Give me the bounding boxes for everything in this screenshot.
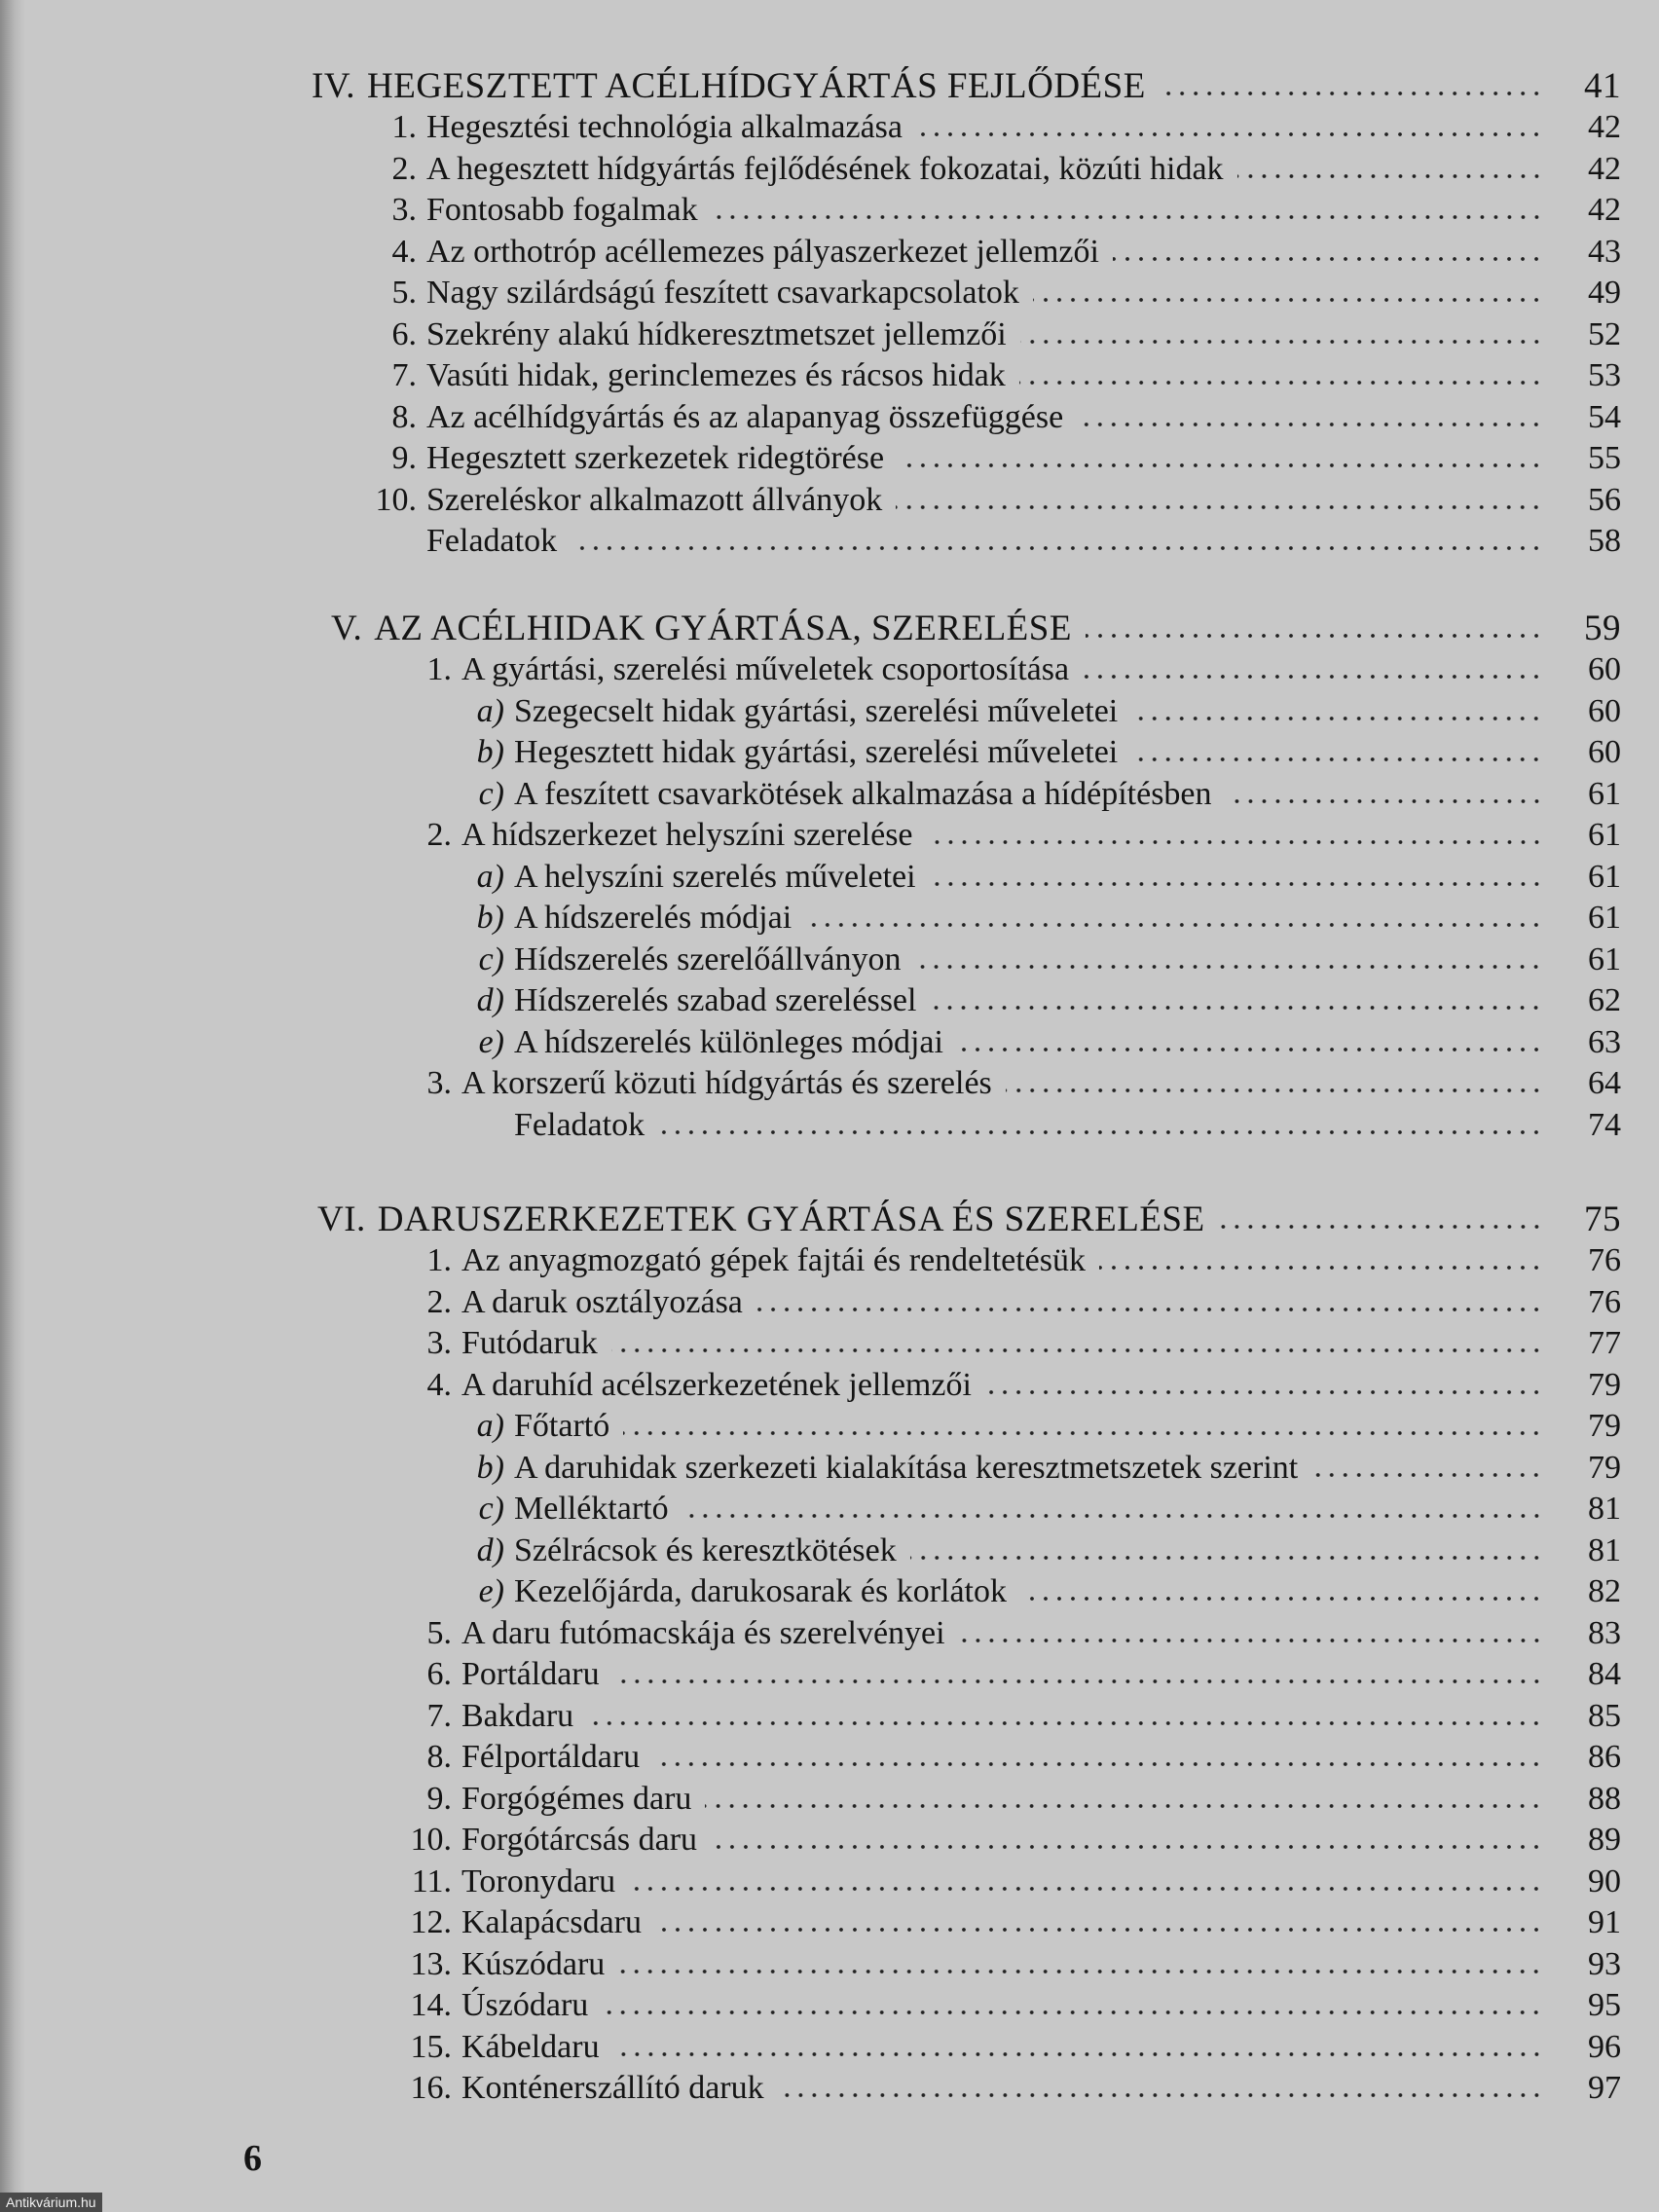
toc-entry — [382, 1820, 1621, 1861]
entry-page: 83 — [1588, 1614, 1621, 1651]
chapter-label — [312, 66, 1146, 107]
entry-title: Portáldaru — [461, 1656, 600, 1692]
entry-page: 60 — [1588, 734, 1621, 770]
dot-leader — [613, 2051, 1543, 2057]
entry-title: A daru futómacskája és szerelvényei — [461, 1614, 945, 1651]
toc-entry — [382, 1613, 1621, 1654]
entry-number: 6. — [426, 1656, 452, 1692]
entry-page: 61 — [1588, 817, 1621, 853]
entry-page: 91 — [1588, 1904, 1621, 1940]
entry-label — [382, 1323, 598, 1364]
entry-label — [382, 1489, 669, 1530]
chapter-heading — [331, 608, 1621, 649]
entry-title: A daruhidak szerkezeti kialakítása keresztmetszetek szerint — [514, 1449, 1299, 1486]
entry-title: Kalapácsdaru — [461, 1904, 643, 1940]
entry-number — [382, 857, 452, 898]
entry-label — [382, 1105, 645, 1146]
toc-subentry — [382, 691, 1621, 732]
dot-leader — [910, 1555, 1543, 1561]
entry-number: 14. — [410, 1987, 452, 2023]
chapter-label — [331, 608, 1072, 649]
toc-subentry — [382, 774, 1621, 815]
entry-number: 8. — [426, 1739, 452, 1775]
entry-number — [382, 1448, 452, 1489]
entry-page: 58 — [1588, 523, 1621, 559]
toc-entry — [382, 1240, 1621, 1281]
entry-number — [382, 1406, 452, 1447]
entry-page: 81 — [1588, 1491, 1621, 1527]
dot-leader — [959, 1638, 1543, 1643]
entry-number — [382, 774, 452, 815]
entry-letter: c) — [478, 1491, 504, 1527]
dot-leader — [957, 1047, 1543, 1052]
entry-page: 63 — [1588, 1023, 1621, 1060]
entry-number: 4. — [391, 233, 417, 270]
entry-label — [382, 1530, 897, 1571]
entry-letter: a) — [476, 692, 504, 729]
dot-leader — [571, 545, 1543, 551]
dot-leader — [985, 1389, 1543, 1395]
dot-leader — [898, 462, 1543, 468]
dot-leader — [1219, 1224, 1543, 1230]
toc-entry — [382, 815, 1621, 856]
entry-number — [382, 1530, 452, 1571]
entry-title: A helyszíni szerelés műveletei — [514, 858, 916, 895]
toc-subentry — [382, 898, 1621, 939]
entry-title: Nagy szilárdságú feszített csavarkapcsolatok — [426, 275, 1019, 311]
entry-title: Szekrény alakú hídkeresztmetszet jellemzői — [426, 315, 1007, 352]
dot-leader — [930, 881, 1543, 887]
entry-number: 1. — [426, 1242, 452, 1278]
entry-page: 60 — [1588, 692, 1621, 729]
entry-label — [347, 480, 882, 521]
entry-label — [382, 898, 792, 939]
dot-leader — [602, 2009, 1543, 2015]
chapter-page: 59 — [1584, 608, 1621, 648]
entry-number: 3. — [426, 1065, 452, 1101]
chapter-page: 75 — [1584, 1199, 1621, 1239]
entry-number: 2. — [391, 150, 417, 187]
entry-title: Az acélhídgyártás és az alapanyag összefüggése — [426, 398, 1064, 435]
entry-label — [382, 1063, 992, 1104]
entry-page: 90 — [1588, 1862, 1621, 1899]
toc-entry — [347, 355, 1621, 396]
entry-page: 82 — [1588, 1573, 1621, 1609]
entry-letter: d) — [476, 982, 504, 1018]
entry-title: A hegesztett hídgyártás fejlődésének fokozatai, közúti hidak — [426, 150, 1224, 187]
toc-entry — [382, 1323, 1621, 1364]
toc-entry — [382, 1737, 1621, 1778]
entry-title: Hegesztési technológia alkalmazása — [426, 109, 903, 145]
entry-label — [382, 980, 916, 1021]
entry-label — [382, 1737, 640, 1778]
toc-subentry — [382, 1530, 1621, 1571]
entry-title: A daruhíd acélszerkezetének jellemzői — [461, 1366, 972, 1403]
toc-subentry — [382, 980, 1621, 1021]
entry-title: Főtartó — [514, 1408, 610, 1444]
dot-leader — [930, 1005, 1543, 1011]
entry-page: 54 — [1588, 398, 1621, 435]
entry-page: 74 — [1588, 1106, 1621, 1143]
entry-page: 42 — [1588, 192, 1621, 228]
entry-title: Bakdaru — [461, 1697, 574, 1734]
toc-entry — [382, 1654, 1621, 1695]
entry-page: 77 — [1588, 1325, 1621, 1361]
toc-entry — [347, 397, 1621, 438]
chapter-number: VI. — [317, 1199, 366, 1239]
entry-title: Félportáldaru — [461, 1739, 641, 1775]
entry-label — [382, 2027, 600, 2068]
dot-leader — [1099, 1265, 1543, 1271]
chapter-title: DARUSZERKEZETEK GYÁRTÁSA ÉS SZERELÉSE — [377, 1199, 1205, 1239]
entry-number — [382, 898, 452, 939]
toc-subentry — [382, 1571, 1621, 1612]
toc-entry — [382, 649, 1621, 690]
entry-title: Forgógémes daru — [461, 1780, 692, 1817]
entry-number: 1. — [391, 109, 417, 145]
toc-entry — [382, 1985, 1621, 2026]
entry-title: Forgótárcsás daru — [461, 1822, 698, 1858]
entry-title: Hegesztett hidak gyártási, szerelési műveletei — [514, 734, 1119, 770]
entry-number: 11. — [411, 1862, 452, 1899]
entry-label — [347, 107, 903, 148]
chapter-title: HEGESZTETT ACÉLHÍDGYÁRTÁS FEJLŐDÉSE — [367, 66, 1146, 106]
toc-subentry — [382, 732, 1621, 773]
toc-entry — [382, 1862, 1621, 1902]
toc-subentry — [382, 940, 1621, 980]
dot-leader — [1131, 756, 1543, 762]
entry-page: 60 — [1588, 651, 1621, 687]
dot-leader — [611, 1347, 1543, 1353]
entry-label — [382, 1571, 1007, 1612]
entry-title: Úszódaru — [461, 1987, 589, 2023]
dot-leader — [896, 504, 1543, 510]
entry-number — [382, 1489, 452, 1530]
entry-label — [382, 691, 1118, 732]
entry-number: 5. — [391, 275, 417, 311]
toc-entry — [382, 1063, 1621, 1104]
toc-entry — [347, 438, 1621, 479]
entry-number: 4. — [426, 1366, 452, 1403]
toc-entry — [382, 2027, 1621, 2068]
dot-leader — [1131, 716, 1543, 721]
entry-page: 95 — [1588, 1987, 1621, 2023]
entry-title: Feladatok — [426, 523, 558, 559]
entry-title: Szereléskor alkalmazott állványok — [426, 481, 883, 518]
entry-label — [382, 1282, 743, 1323]
dot-leader — [1311, 1472, 1543, 1478]
entry-number: 2. — [426, 817, 452, 853]
dot-leader — [1160, 91, 1543, 96]
dot-leader — [778, 2092, 1543, 2098]
dot-leader — [1020, 1596, 1543, 1602]
entry-label — [382, 1022, 943, 1063]
dot-leader — [1006, 1088, 1543, 1093]
entry-letter: e) — [478, 1023, 504, 1060]
toc-subentry — [382, 1022, 1621, 1063]
toc-entry — [382, 1105, 1621, 1146]
toc-entry — [382, 1944, 1621, 1985]
entry-title: A hídszerelés módjai — [514, 900, 793, 936]
entry-page: 89 — [1588, 1822, 1621, 1858]
entry-label — [382, 732, 1118, 773]
entry-label — [347, 232, 1099, 273]
entry-title: Vasúti hidak, gerinclemezes és rácsos hidak — [426, 357, 1006, 393]
dot-leader — [927, 839, 1543, 845]
entry-number — [382, 691, 452, 732]
entry-label — [347, 438, 884, 479]
entry-letter: c) — [478, 940, 504, 977]
entry-number — [382, 732, 452, 773]
toc-entry — [382, 1779, 1621, 1820]
dot-leader — [1077, 422, 1543, 427]
dot-leader — [1020, 339, 1543, 345]
entry-label — [347, 273, 1019, 313]
entry-number: 9. — [391, 440, 417, 476]
entry-number: 1. — [426, 651, 452, 687]
dot-leader — [1086, 633, 1543, 639]
entry-page: 81 — [1588, 1531, 1621, 1568]
entry-label — [382, 1365, 972, 1406]
entry-label — [382, 1696, 573, 1737]
page-number: 6 — [243, 2138, 262, 2179]
entry-title: Futódaruk — [461, 1325, 598, 1361]
entry-number: 10. — [410, 1822, 452, 1858]
dot-leader — [1033, 297, 1543, 303]
entry-title: A gyártási, szerelési műveletek csoportosítása — [461, 651, 1070, 687]
entry-label — [347, 149, 1224, 190]
entry-label — [382, 1820, 697, 1861]
dot-leader — [613, 1678, 1543, 1684]
entry-title: A hídszerkezet helyszíni szerelése — [461, 817, 913, 853]
entry-title: Kezelőjárda, darukosarak és korlátok — [514, 1573, 1007, 1609]
dot-leader — [711, 1844, 1543, 1850]
toc-entry — [347, 107, 1621, 148]
dot-leader — [1083, 674, 1543, 680]
entry-label — [382, 1240, 1086, 1281]
entry-page: 88 — [1588, 1780, 1621, 1817]
entry-label — [382, 1448, 1298, 1489]
entry-number: 8. — [391, 398, 417, 435]
entry-page: 42 — [1588, 109, 1621, 145]
entry-number: 7. — [391, 357, 417, 393]
entry-page: 42 — [1588, 150, 1621, 187]
entry-letter: a) — [476, 858, 504, 895]
entry-page: 62 — [1588, 982, 1621, 1018]
entry-number — [382, 1571, 452, 1612]
entry-page: 61 — [1588, 900, 1621, 936]
entry-page: 76 — [1588, 1283, 1621, 1320]
toc-entry — [347, 521, 1621, 562]
dot-leader — [756, 1307, 1543, 1312]
entry-title: Kúszódaru — [461, 1945, 606, 1982]
entry-number: 7. — [426, 1697, 452, 1734]
entry-number: 3. — [426, 1325, 452, 1361]
entry-title: A feszített csavarkötések alkalmazása a hídépítésben — [514, 775, 1212, 812]
page-edge-shadow — [0, 0, 25, 2212]
dot-leader — [805, 922, 1543, 928]
entry-label — [382, 1406, 609, 1447]
dot-leader — [1019, 380, 1543, 386]
entry-letter: d) — [476, 1531, 504, 1568]
toc-entry — [347, 273, 1621, 313]
entry-title: Szélrácsok és keresztkötések — [514, 1531, 897, 1568]
entry-number: 10. — [375, 481, 417, 518]
toc-entry — [347, 314, 1621, 355]
entry-label — [382, 1779, 691, 1820]
entry-letter: c) — [478, 775, 504, 812]
entry-label — [347, 314, 1007, 355]
toc-entry — [382, 2068, 1621, 2109]
dot-leader — [653, 1761, 1543, 1767]
entry-number: 2. — [426, 1283, 452, 1320]
entry-title: Hegesztett szerkezetek ridegtörése — [426, 440, 885, 476]
dot-leader — [655, 1927, 1543, 1933]
entry-page: 61 — [1588, 940, 1621, 977]
toc-entry — [347, 190, 1621, 231]
entry-label — [382, 649, 1069, 690]
entry-title: Szegecselt hidak gyártási, szerelési műveletei — [514, 692, 1119, 729]
entry-title: Feladatok — [514, 1106, 645, 1143]
chapter-number: IV. — [312, 66, 356, 106]
toc-entry — [347, 232, 1621, 273]
entry-title: Toronydaru — [461, 1862, 616, 1899]
toc-entry — [382, 1902, 1621, 1943]
entry-page: 85 — [1588, 1697, 1621, 1734]
entry-label — [382, 1902, 642, 1943]
entry-label — [382, 815, 913, 856]
chapter-title: AZ ACÉLHIDAK GYÁRTÁSA, SZERELÉSE — [374, 608, 1072, 648]
entry-label — [382, 1944, 605, 1985]
entry-letter: e) — [478, 1573, 504, 1609]
entry-number: 9. — [426, 1780, 452, 1817]
entry-title: A hídszerelés különleges módjai — [514, 1023, 943, 1060]
dot-leader — [1237, 173, 1543, 179]
dot-leader — [712, 214, 1543, 220]
entry-title: Az orthotróp acéllemezes pályaszerkezet jellemzői — [426, 233, 1099, 270]
entry-title: A korszerű közuti hídgyártás és szerelés — [461, 1065, 992, 1101]
entry-page: 79 — [1588, 1366, 1621, 1403]
entry-title: Hídszerelés szerelőállványon — [514, 940, 902, 977]
dot-leader — [914, 964, 1543, 970]
entry-page: 76 — [1588, 1242, 1621, 1278]
chapter-label — [317, 1199, 1205, 1240]
entry-number: 16. — [410, 2070, 452, 2106]
entry-page: 79 — [1588, 1408, 1621, 1444]
watermark: Antikvárium.hu — [0, 2193, 102, 2212]
chapter-page: 41 — [1584, 66, 1621, 106]
entry-title: Konténerszállító daruk — [461, 2070, 764, 2106]
dot-leader — [658, 1129, 1543, 1135]
toc-entry — [382, 1696, 1621, 1737]
entry-label — [347, 521, 557, 562]
entry-title: Melléktartó — [514, 1491, 669, 1527]
entry-page: 93 — [1588, 1945, 1621, 1982]
entry-label — [382, 1862, 615, 1902]
entry-number — [347, 521, 417, 562]
toc-subentry — [382, 1406, 1621, 1447]
entry-number: 12. — [410, 1904, 452, 1940]
toc-entry — [347, 149, 1621, 190]
entry-label — [382, 940, 901, 980]
chapter-number: V. — [331, 608, 363, 648]
indent-spacer — [461, 1105, 514, 1146]
dot-leader — [1113, 256, 1543, 262]
dot-leader — [1226, 798, 1543, 804]
toc-entry — [382, 1365, 1621, 1406]
entry-page: 55 — [1588, 440, 1621, 476]
entry-number: 13. — [410, 1945, 452, 1982]
entry-number: 15. — [410, 2028, 452, 2065]
entry-label — [382, 2068, 764, 2109]
dot-leader — [682, 1513, 1543, 1519]
toc-subentry — [382, 1448, 1621, 1489]
entry-page: 86 — [1588, 1739, 1621, 1775]
entry-page: 61 — [1588, 775, 1621, 812]
entry-letter: b) — [476, 900, 504, 936]
entry-page: 97 — [1588, 2070, 1621, 2106]
dot-leader — [629, 1886, 1543, 1892]
entry-number: 6. — [391, 315, 417, 352]
entry-number: 5. — [426, 1614, 452, 1651]
entry-page: 64 — [1588, 1065, 1621, 1101]
entry-title: Az anyagmozgató gépek fajtái és rendeltetésük — [461, 1242, 1087, 1278]
entry-page: 49 — [1588, 275, 1621, 311]
entry-letter: a) — [476, 1408, 504, 1444]
toc-entry — [347, 480, 1621, 521]
entry-page: 53 — [1588, 357, 1621, 393]
toc-entry — [382, 1282, 1621, 1323]
entry-label — [382, 1985, 588, 2026]
entry-number — [382, 1105, 452, 1146]
dot-leader — [916, 131, 1543, 137]
entry-page: 84 — [1588, 1656, 1621, 1692]
toc-subentry — [382, 1489, 1621, 1530]
dot-leader — [623, 1430, 1543, 1436]
entry-title: A daruk osztályozása — [461, 1283, 743, 1320]
entry-label — [382, 774, 1212, 815]
entry-title: Kábeldaru — [461, 2028, 600, 2065]
dot-leader — [618, 1969, 1543, 1974]
entry-number: 3. — [391, 192, 417, 228]
entry-number — [382, 980, 452, 1021]
entry-number — [382, 1022, 452, 1063]
entry-letter: b) — [476, 1449, 504, 1486]
dot-leader — [705, 1803, 1543, 1809]
entry-label — [347, 355, 1006, 396]
entry-label — [382, 857, 916, 898]
entry-letter: b) — [476, 734, 504, 770]
toc-subentry — [382, 857, 1621, 898]
entry-label — [382, 1613, 945, 1654]
entry-title: Hídszerelés szabad szereléssel — [514, 982, 917, 1018]
entry-title: Fontosabb fogalmak — [426, 192, 698, 228]
entry-page: 56 — [1588, 481, 1621, 518]
entry-number — [382, 940, 452, 980]
entry-label — [347, 190, 698, 231]
chapter-heading — [317, 1199, 1621, 1240]
entry-page: 79 — [1588, 1449, 1621, 1486]
entry-label — [382, 1654, 600, 1695]
entry-page: 61 — [1588, 858, 1621, 895]
entry-page: 52 — [1588, 315, 1621, 352]
entry-label — [347, 397, 1063, 438]
chapter-heading — [312, 66, 1621, 107]
dot-leader — [587, 1720, 1543, 1726]
entry-page: 43 — [1588, 233, 1621, 270]
entry-page: 96 — [1588, 2028, 1621, 2065]
